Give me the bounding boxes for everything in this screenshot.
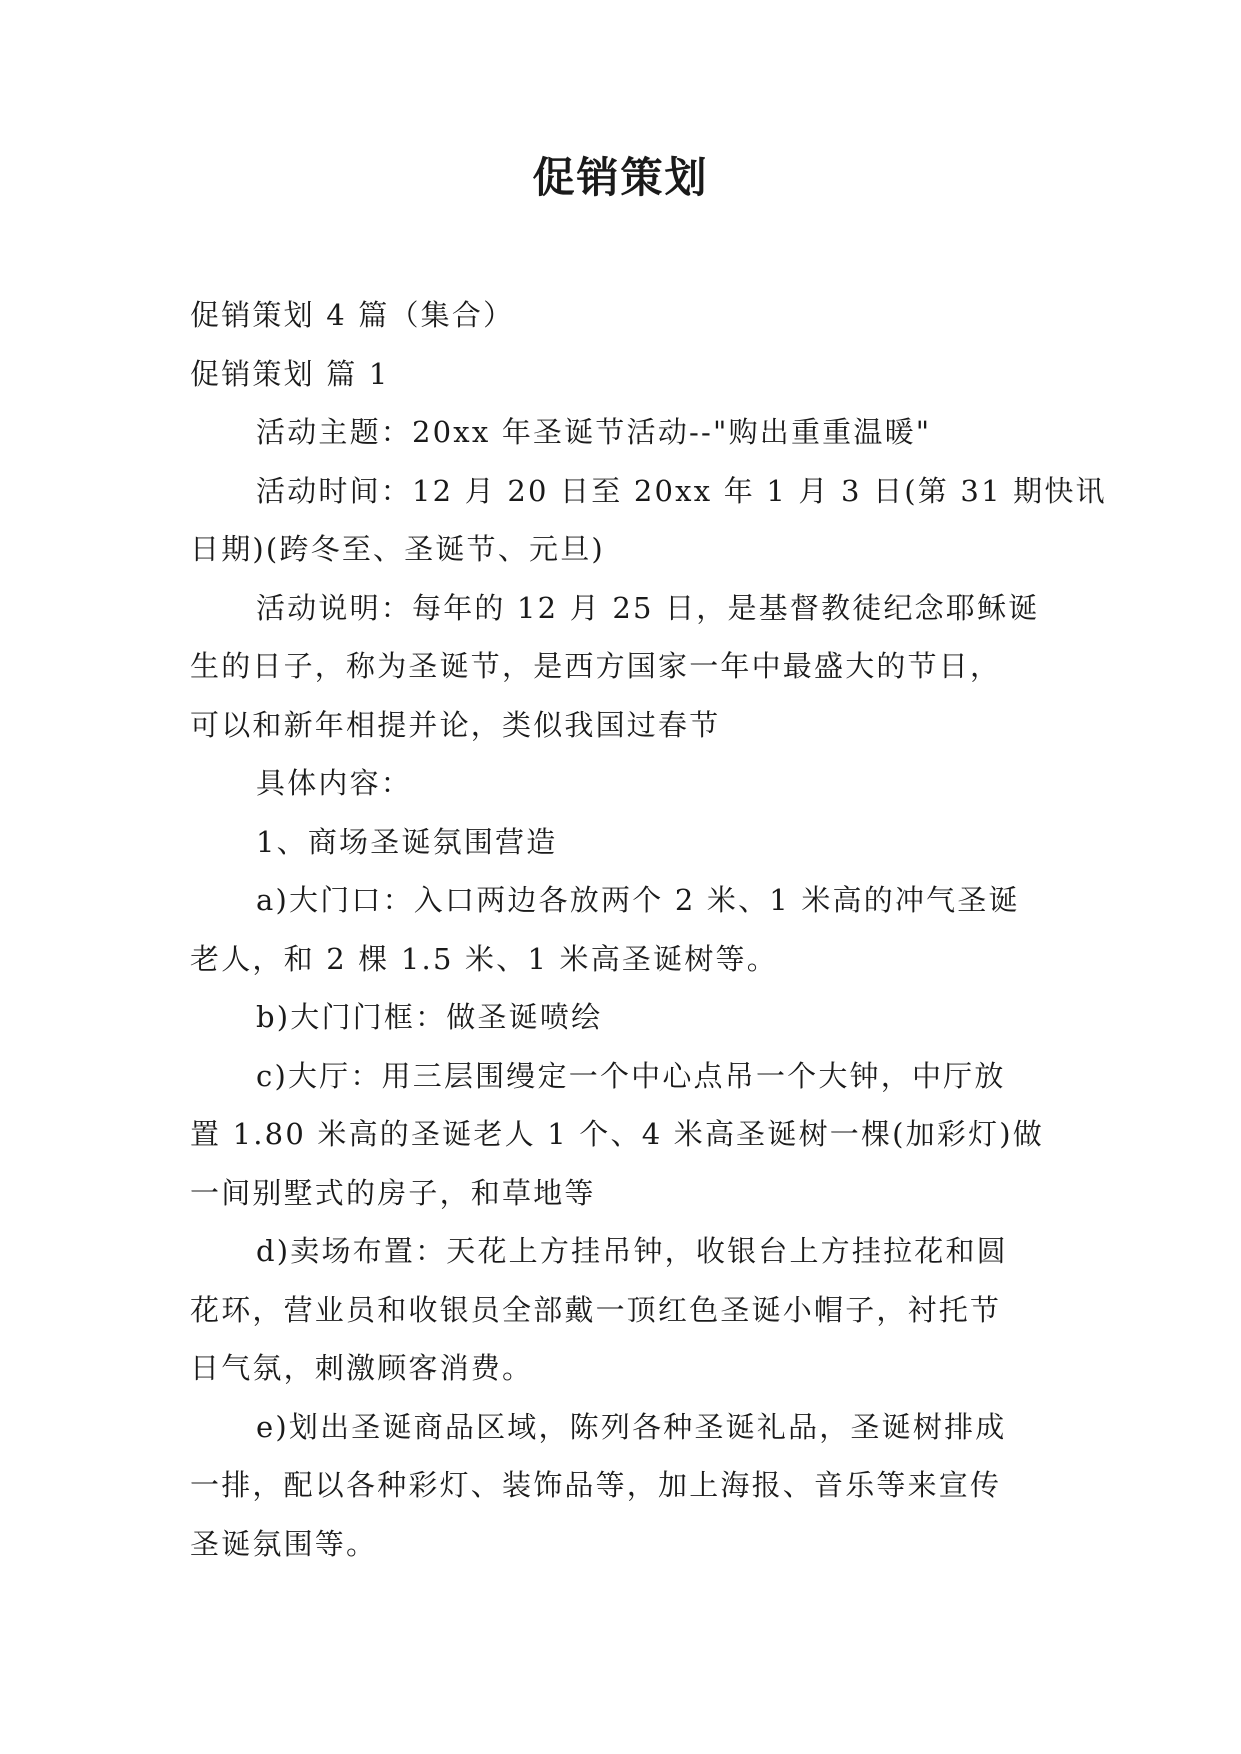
text-line: 促销策划 4 篇（集合）: [190, 298, 515, 332]
text-line: 活动主题：20xx 年圣诞节活动--"购出重重温暖": [256, 415, 932, 449]
document-body: [190, 286, 1107, 1573]
text-line: 可以和新年相提并论，类似我国过春节: [190, 707, 721, 742]
text-line: 一间别墅式的房子，和草地等: [190, 1175, 596, 1210]
text-line: e)划出圣诞商品区域，陈列各种圣诞礼品，圣诞树排成: [256, 1409, 1007, 1444]
text-line: 一排，配以各种彩灯、装饰品等，加上海报、音乐等来宣传: [190, 1468, 1002, 1502]
text-line: 老人，和 2 棵 1.5 米、1 米高圣诞树等。: [190, 941, 778, 976]
text-line: 日气氛，刺激顾客消费。: [190, 1351, 534, 1385]
text-line: 生的日子，称为圣诞节，是西方国家一年中最盛大的节日，: [190, 649, 1002, 683]
text-line: c)大厅：用三层围缦定一个中心点吊一个大钟，中厅放: [256, 1058, 1006, 1093]
text-line: 花环，营业员和收银员全部戴一顶红色圣诞小帽子，衬托节: [190, 1292, 1002, 1327]
text-line: 促销策划 篇 1: [190, 356, 390, 391]
text-line: 日期)(跨冬至、圣诞节、元旦): [190, 532, 605, 566]
text-line: 活动时间：12 月 20 日至 20xx 年 1 月 3 日(第 31 期快讯: [256, 473, 1107, 508]
text-line: 具体内容：: [256, 766, 413, 800]
text-line: a)大门口：入口两边各放两个 2 米、1 米高的冲气圣诞: [256, 883, 1020, 917]
text-line: 圣诞氛围等。: [190, 1526, 378, 1561]
text-line: 置 1.80 米高的圣诞老人 1 个、4 米高圣诞树一棵(加彩灯)做: [190, 1117, 1044, 1151]
text-line: 活动说明：每年的 12 月 25 日，是基督教徒纪念耶稣诞: [256, 590, 1040, 625]
text-line: 1、商场圣诞氛围营造: [256, 824, 558, 859]
text-line: b)大门门框：做圣诞喷绘: [256, 1000, 603, 1034]
page-title: 促销策划: [532, 153, 709, 202]
text-line: d)卖场布置：天花上方挂吊钟，收银台上方挂拉花和圆: [256, 1234, 1008, 1268]
